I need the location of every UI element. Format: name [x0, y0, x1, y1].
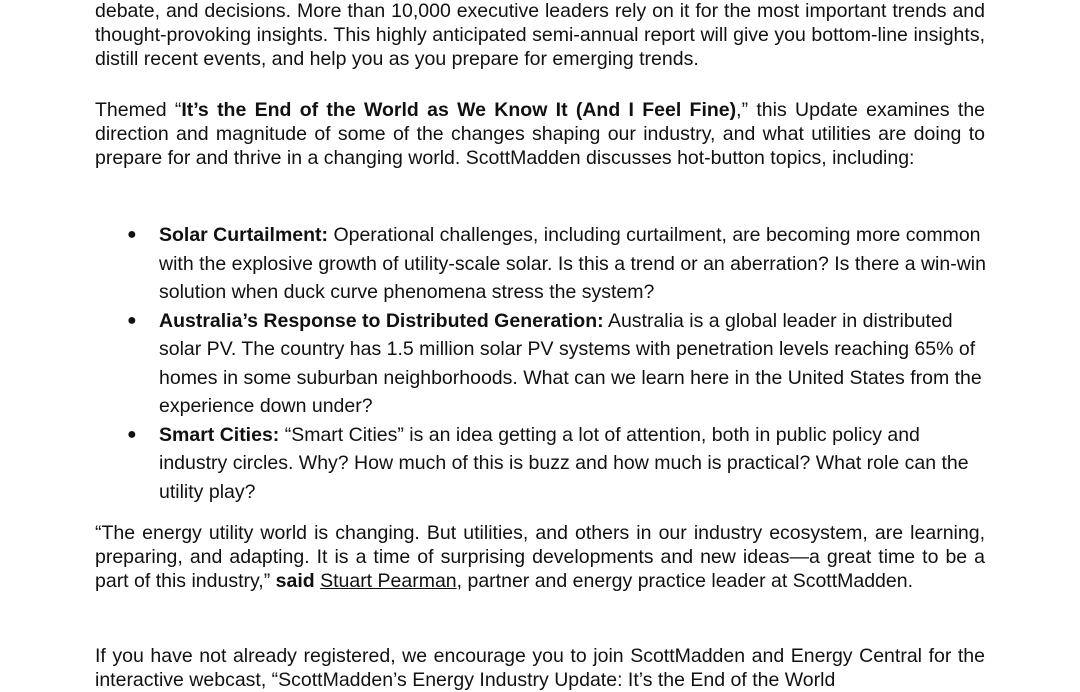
stuart-pearman-link[interactable]: Stuart Pearman: [320, 570, 457, 592]
quote-text: “The energy utility world is changing. But utilities, and others in our industry ecosystem, are learning, preparing, and adapting. It is a time of surprising developments and new ideas—a great time to be a part of this industry,”: [95, 522, 985, 592]
quote-said: said: [270, 570, 321, 592]
bullet-text: Australia is a global leader in distributed solar PV. The country has 1.5 million solar PV systems with penetration levels reaching 65% of homes in some suburban neighborhoods. What can we learn here in the United States from the experience down under?: [159, 309, 982, 417]
bullet-icon: ●: [127, 311, 137, 329]
themed-suffix: ,” this Update examines the direction and magnitude of some of the changes shaping our industry, and what utilities are doing to prepare for and thrive in a changing world. ScottMadden discusses hot-button topics, including:: [95, 99, 986, 169]
themed-paragraph: [95, 98, 985, 170]
bullet-title: Australia’s Response to Distributed Generation:: [159, 309, 604, 332]
list-item: [127, 307, 989, 421]
bullet-title: Smart Cities:: [159, 423, 280, 446]
bullet-icon: ●: [127, 425, 137, 443]
list-item: [127, 221, 989, 307]
quote-suffix: , partner and energy practice leader at ScottMadden.: [456, 570, 914, 592]
bullet-title: Solar Curtailment:: [159, 224, 329, 246]
theme-title: It’s the End of the World as We Know It (And I Feel Fine): [181, 99, 737, 121]
bullet-text: “Smart Cities” is an idea getting a lot of attention, both in public policy and industry circles. Why? How much of this is buzz and how much is practical? What role can the utility play?: [159, 423, 969, 503]
bullet-icon: ●: [127, 226, 137, 243]
topics-list: [127, 221, 989, 506]
bullet-text: Operational challenges, including curtailment, are becoming more common with the explosive growth of utility-scale solar. Is this a trend or an aberration? Is there a win-win solution when duck curve phenomena stress the system?: [159, 224, 986, 303]
closing-paragraph: If you have not already registered, we encourage you to join ScottMadden and Energy Central for the interactive webcast, “ScottMadden’s Energy Industry Update: It’s the End of the World: [95, 645, 985, 691]
themed-prefix: Themed “: [95, 99, 182, 121]
quote-paragraph: [95, 521, 985, 593]
list-item: [127, 421, 989, 507]
intro-paragraph: debate, and decisions. More than 10,000 executive leaders rely on it for the most important trends and thought-provoking insights. This highly anticipated semi-annual report will give you bottom-line insights, distill recent events, and help you as you prepare for emerging trends.: [95, 0, 985, 70]
